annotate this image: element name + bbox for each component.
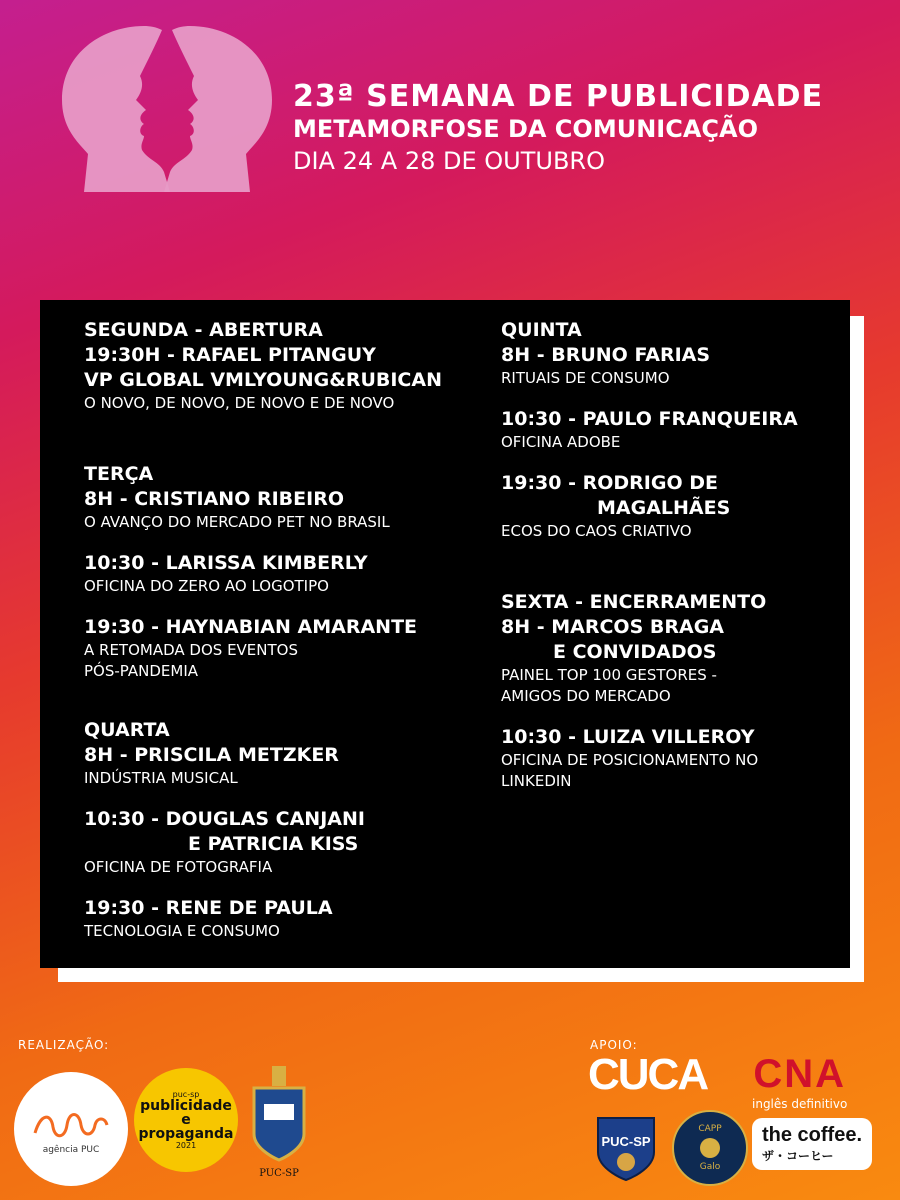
day-block-sexta xyxy=(501,590,841,707)
talk-title: 10:30 - LARISSA KIMBERLY xyxy=(84,552,368,574)
event-subtitle: METAMORFOSE DA COMUNICAÇÃO xyxy=(293,115,758,143)
cuca-logo: CUCA xyxy=(588,1050,708,1099)
publicidade-propaganda-logo xyxy=(134,1068,238,1172)
talk-description: OFICINA DE FOTOGRAFIA xyxy=(84,858,273,876)
talk-description: TECNOLOGIA E CONSUMO xyxy=(84,922,280,940)
talk-description: OFICINA DE POSICIONAMENTO NO xyxy=(501,751,759,769)
day-heading: QUINTA xyxy=(501,319,582,341)
talk-description: O NOVO, DE NOVO, DE NOVO E DE NOVO xyxy=(84,394,395,412)
day-block-terca xyxy=(84,462,494,533)
talk-title-continued: MAGALHÃES xyxy=(597,497,731,519)
day-block-quinta xyxy=(501,318,841,389)
talk-title: 10:30 - PAULO FRANQUEIRA xyxy=(501,408,798,430)
talk-title-continued: VP GLOBAL VMLYOUNG&RUBICAN xyxy=(84,369,442,391)
schedule-column-right xyxy=(501,318,841,810)
talk-title: 19:30 - HAYNABIAN AMARANTE xyxy=(84,616,418,638)
talk-description: RITUAIS DE CONSUMO xyxy=(501,369,670,387)
puc-shield-icon xyxy=(594,1112,658,1182)
talk-description: OFICINA DO ZERO AO LOGOTIPO xyxy=(84,577,329,595)
faces-logo-icon xyxy=(52,22,282,194)
puc-sp-text: PUC-SP xyxy=(259,1168,299,1179)
talk-block xyxy=(84,896,494,942)
talk-description: INDÚSTRIA MUSICAL xyxy=(84,769,238,787)
realizacao-label: REALIZAÇÃO: xyxy=(18,1038,110,1052)
puc-crest-icon xyxy=(244,1064,314,1164)
day-heading: QUARTA xyxy=(84,719,170,741)
day-heading: TERÇA xyxy=(84,463,154,485)
talk-title: 19:30 - RODRIGO DE xyxy=(501,472,718,494)
apoio-label: APOIO: xyxy=(590,1038,638,1052)
talk-block xyxy=(501,725,841,792)
the-coffee-logo xyxy=(752,1118,872,1170)
coffee-main-text: the coffee. xyxy=(762,1124,863,1146)
pp-main-text-2: e propaganda xyxy=(138,1112,234,1142)
capp-galo-logo xyxy=(672,1110,748,1186)
talk-title: 8H - PRISCILA METZKER xyxy=(84,744,339,766)
talk-title: 19:30 - RENE DE PAULA xyxy=(84,897,333,919)
talk-block xyxy=(501,471,841,542)
day-heading: SEGUNDA - ABERTURA xyxy=(84,319,323,341)
galo-text: Galo xyxy=(699,1162,721,1172)
talk-title: 10:30 - LUIZA VILLEROY xyxy=(501,726,755,748)
pp-main-text: publicidade xyxy=(140,1098,232,1114)
pp-top-text: puc-sp xyxy=(172,1090,200,1099)
comunicacao-puc-text: PUC-SP xyxy=(601,1134,651,1149)
talk-title-continued: E PATRICIA KISS xyxy=(188,833,359,855)
talk-description: O AVANÇO DO MERCADO PET NO BRASIL xyxy=(84,513,390,531)
pp-year-text: 2021 xyxy=(175,1141,197,1150)
schedule-panel xyxy=(40,300,850,968)
comunicacao-puc-logo xyxy=(594,1112,658,1182)
talk-title: 8H - BRUNO FARIAS xyxy=(501,344,711,366)
cna-logo xyxy=(752,1052,847,1111)
event-header xyxy=(293,80,823,178)
talk-description-continued: PÓS-PANDEMIA xyxy=(84,662,199,680)
capp-text: CAPP xyxy=(698,1124,722,1134)
puc-sp-seal-logo xyxy=(244,1064,314,1184)
talk-title-continued: E CONVIDADOS xyxy=(553,641,717,663)
day-block-quarta xyxy=(84,718,494,789)
cna-text: CNA xyxy=(753,1052,846,1096)
day-heading: SEXTA - ENCERRAMENTO xyxy=(501,591,767,613)
agencia-swirl-icon xyxy=(31,1103,111,1143)
talk-description: PAINEL TOP 100 GESTORES - xyxy=(501,666,717,684)
talk-title: 19:30H - RAFAEL PITANGUY xyxy=(84,344,376,366)
talk-block xyxy=(501,407,841,453)
talk-title: 10:30 - DOUGLAS CANJANI xyxy=(84,808,365,830)
talk-description-continued: LINKEDIN xyxy=(501,772,572,790)
agencia-puc-text: agência PUC xyxy=(42,1145,100,1155)
talk-block xyxy=(84,551,494,597)
talk-description: OFICINA ADOBE xyxy=(501,433,621,451)
rooster-icon xyxy=(696,1134,724,1162)
agencia-puc-logo xyxy=(14,1072,128,1186)
day-block-segunda xyxy=(84,318,494,414)
talk-description: ECOS DO CAOS CRIATIVO xyxy=(501,522,692,540)
event-title: 23ª SEMANA DE PUBLICIDADE xyxy=(293,79,824,114)
talk-title: 8H - CRISTIANO RIBEIRO xyxy=(84,488,344,510)
event-dates: DIA 24 A 28 DE OUTUBRO xyxy=(293,147,605,175)
talk-block xyxy=(84,807,494,878)
talk-block xyxy=(84,615,494,682)
talk-description: A RETOMADA DOS EVENTOS xyxy=(84,641,298,659)
talk-title: 8H - MARCOS BRAGA xyxy=(501,616,724,638)
cna-subtitle: inglês definitivo xyxy=(752,1097,848,1111)
schedule-column-left xyxy=(84,318,494,960)
coffee-jp-text: ザ・コーヒー xyxy=(762,1149,834,1163)
talk-description-continued: AMIGOS DO MERCADO xyxy=(501,687,671,705)
